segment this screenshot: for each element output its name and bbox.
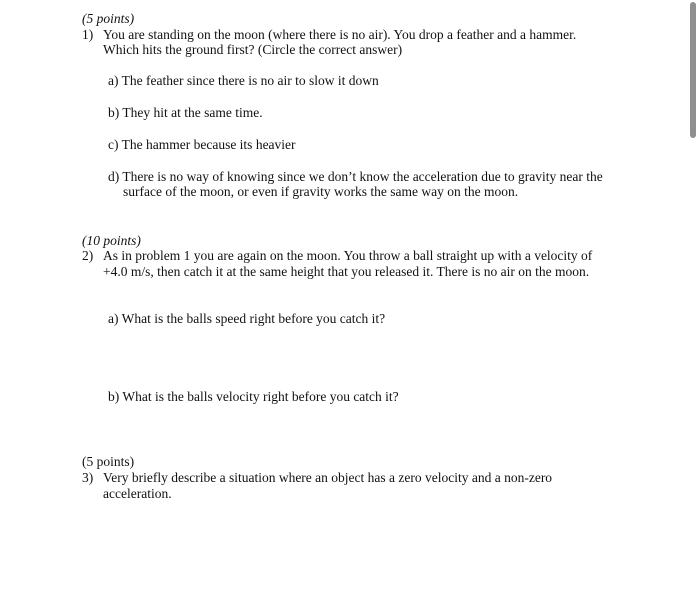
q1-points: (5 points) xyxy=(82,11,135,26)
q1-text-line1: You are standing on the moon (where there is no air). You drop a feather and a hammer. xyxy=(103,27,577,42)
q2-number: 2) xyxy=(82,248,94,263)
q2-text-line1: As in problem 1 you are again on the moon. You throw a ball straight up with a velocity of xyxy=(103,248,593,263)
q1-number: 1) xyxy=(82,27,94,42)
vertical-scrollbar[interactable] xyxy=(690,0,696,606)
q1-choice-d-line1[interactable]: d) There is no way of knowing since we don’t know the acceleration due to gravity near the xyxy=(108,169,603,184)
q3-text-line1: Very briefly describe a situation where an object has a zero velocity and a non-zero xyxy=(103,470,553,485)
q2-part-b: b) What is the balls velocity right before you catch it? xyxy=(108,389,399,404)
q3-number: 3) xyxy=(82,470,94,485)
q2-points: (10 points) xyxy=(82,233,141,248)
q1-choice-d-line2[interactable]: surface of the moon, or even if gravity works the same way on the moon. xyxy=(123,184,519,199)
q1-choice-b[interactable]: b) They hit at the same time. xyxy=(108,105,263,120)
scrollbar-thumb[interactable] xyxy=(690,2,696,138)
q3-points: (5 points) xyxy=(82,454,135,469)
q1-text-line2: Which hits the ground first? (Circle the correct answer) xyxy=(103,42,403,57)
q1-choice-c[interactable]: c) The hammer because its heavier xyxy=(108,137,296,152)
q1-choice-a[interactable]: a) The feather since there is no air to slow it down xyxy=(108,73,379,88)
q3-text-line2: acceleration. xyxy=(103,486,172,501)
q2-text-line2: +4.0 m/s, then catch it at the same height that you released it. There is no air on the moon. xyxy=(103,264,590,279)
q2-part-a: a) What is the balls speed right before you catch it? xyxy=(108,311,386,326)
